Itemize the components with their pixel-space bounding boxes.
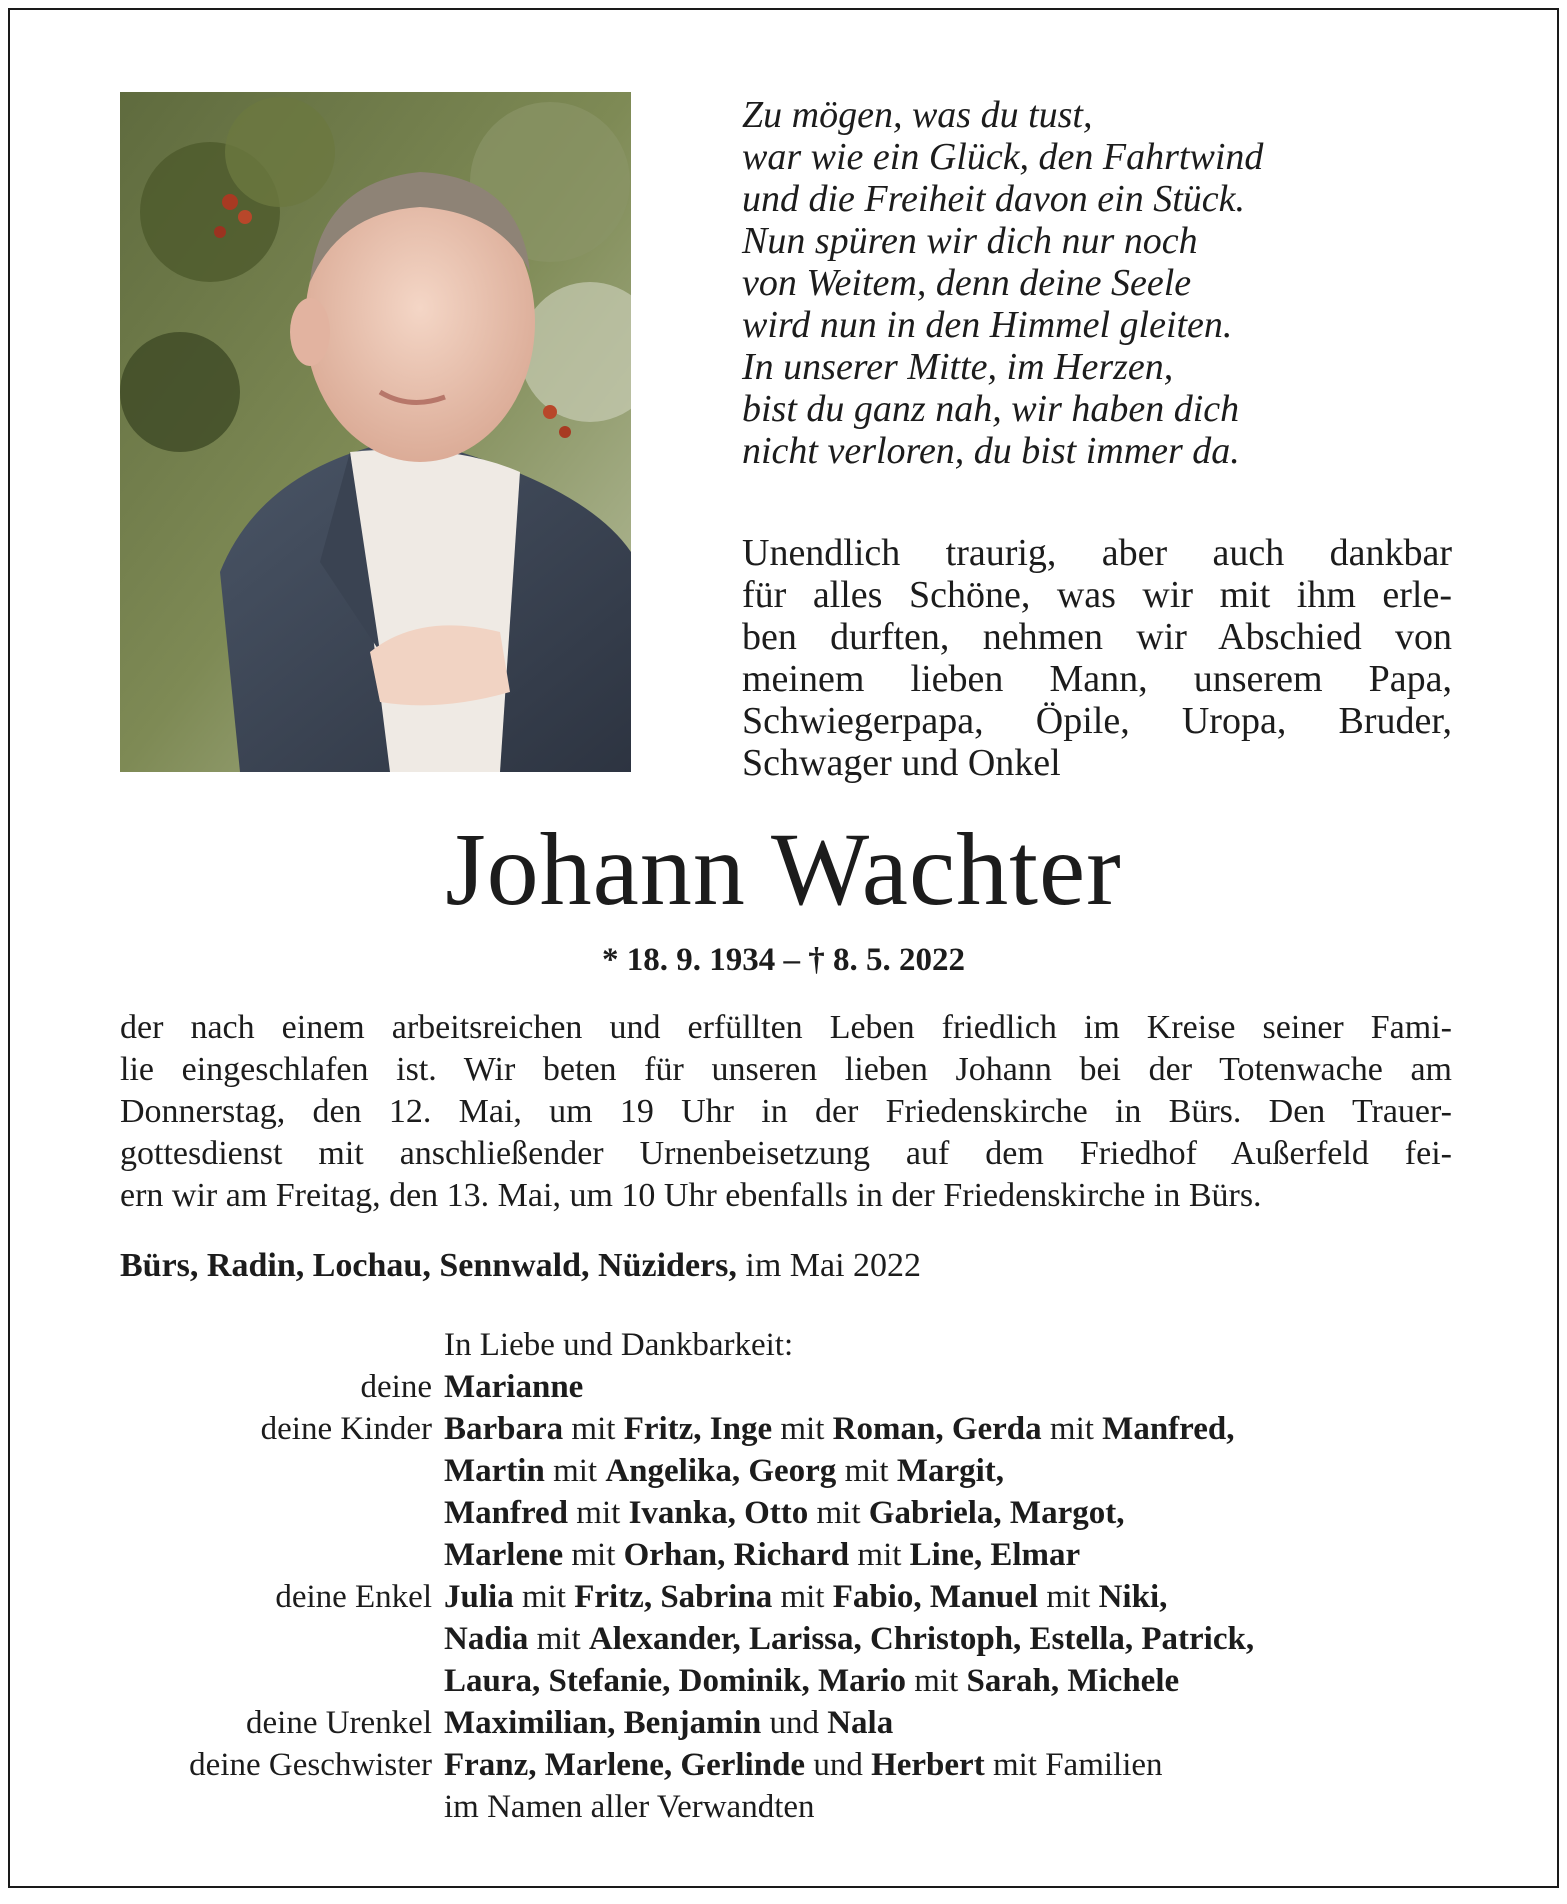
great-grandchildren-row-names bbox=[444, 1702, 1460, 1744]
relatives-text: im Namen aller Verwandten bbox=[444, 1789, 815, 1825]
poem-line: Zu mögen, was du tust, bbox=[742, 94, 1093, 136]
intro-paragraph bbox=[742, 532, 1452, 784]
closing-text: In Liebe und Dankbarkeit: bbox=[444, 1327, 794, 1363]
intro-line: meinem lieben Mann, unserem Papa, bbox=[742, 658, 1452, 700]
portrait-photo-image bbox=[120, 92, 631, 772]
great-grandchildren-row-label: deine Urenkel bbox=[246, 1705, 432, 1741]
family-member-name: Fabio, Manuel bbox=[832, 1579, 1039, 1615]
grandchildren-row-names bbox=[444, 1660, 1460, 1702]
family-member-name: Fritz, Inge bbox=[623, 1411, 773, 1447]
connector-text: und bbox=[761, 1705, 828, 1741]
family-member-name: Angelika, Georg bbox=[605, 1453, 837, 1489]
wife-label: deine bbox=[360, 1369, 432, 1405]
family-member-name: Orhan, Richard bbox=[623, 1537, 850, 1573]
connector-text: mit bbox=[563, 1537, 624, 1573]
siblings-row bbox=[120, 1744, 1460, 1786]
grandchildren-row bbox=[120, 1660, 1460, 1702]
grandchildren-row-label: deine Enkel bbox=[275, 1579, 432, 1615]
places-date: im Mai 2022 bbox=[736, 1247, 922, 1284]
poem-line: bist du ganz nah, wir haben dich bbox=[742, 388, 1240, 430]
siblings-row-label: deine Geschwister bbox=[189, 1747, 432, 1783]
life-dates: * 18. 9. 1934 – † 8. 5. 2022 bbox=[602, 942, 965, 978]
body-line: ern wir am Freitag, den 13. Mai, um 10 Uhr ebenfalls in der Friedenskirche in Bürs. bbox=[120, 1177, 1262, 1214]
siblings-row-names bbox=[444, 1744, 1460, 1786]
connector-text: mit bbox=[568, 1495, 629, 1531]
funeral-details bbox=[120, 1007, 1452, 1217]
poem-line: und die Freiheit davon ein Stück. bbox=[742, 178, 1245, 220]
wife-row bbox=[120, 1366, 1460, 1408]
family-member-name: Niki, bbox=[1098, 1579, 1168, 1615]
children-row bbox=[120, 1450, 1460, 1492]
family-member-name: Line, Elmar bbox=[909, 1537, 1081, 1573]
intro-line: ben durften, nehmen wir Abschied von bbox=[742, 616, 1452, 658]
relatives-row bbox=[120, 1786, 1460, 1828]
family-member-name: Margit, bbox=[896, 1453, 1005, 1489]
grandchildren-row-names bbox=[444, 1618, 1460, 1660]
family-member-name: Alexander, Larissa, Christoph, Estella, Patrick, bbox=[588, 1621, 1255, 1657]
connector-text: mit bbox=[544, 1453, 606, 1489]
connector-text: mit bbox=[772, 1411, 833, 1447]
family-member-name: Gabriela, Margot, bbox=[868, 1495, 1125, 1531]
intro-line: für alles Schöne, was wir mit ihm erle- bbox=[742, 574, 1452, 616]
family-list bbox=[120, 1324, 1460, 1828]
grandchildren-row bbox=[120, 1618, 1460, 1660]
body-line: gottesdienst mit anschließender Urnenbeisetzung auf dem Friedhof Außerfeld fei- bbox=[120, 1135, 1452, 1172]
intro-line: Schwager und Onkel bbox=[742, 742, 1061, 784]
family-member-name: Fritz, Sabrina bbox=[574, 1579, 773, 1615]
connector-text: mit bbox=[849, 1537, 910, 1573]
connector-text: mit bbox=[772, 1579, 833, 1615]
family-member-name: Manfred bbox=[444, 1495, 569, 1531]
connector-text: mit bbox=[513, 1579, 575, 1615]
children-row-names bbox=[444, 1534, 1460, 1576]
family-member-name: Nala bbox=[827, 1705, 894, 1741]
portrait-photo bbox=[120, 92, 631, 772]
family-member-name: Sarah, Michele bbox=[966, 1663, 1180, 1699]
grandchildren-row-names bbox=[444, 1576, 1460, 1618]
wife-name: Marianne bbox=[444, 1369, 584, 1405]
connector-text: mit bbox=[836, 1453, 897, 1489]
family-member-name: Barbara bbox=[444, 1411, 564, 1447]
place-and-date bbox=[120, 1245, 921, 1287]
children-row-names bbox=[444, 1450, 1460, 1492]
family-member-name: Laura, Stefanie, Dominik, Mario bbox=[444, 1663, 906, 1699]
connector-text: mit bbox=[1038, 1579, 1099, 1615]
obituary-page bbox=[8, 8, 1559, 1888]
family-member-name: Herbert bbox=[871, 1747, 985, 1783]
family-member-name: Julia bbox=[444, 1579, 514, 1615]
children-row bbox=[120, 1534, 1460, 1576]
body-line: lie eingeschlafen ist. Wir beten für unseren lieben Johann bei der Totenwache am bbox=[120, 1051, 1452, 1088]
poem bbox=[742, 94, 1462, 472]
deceased-name: Johann Wachter bbox=[445, 812, 1122, 927]
connector-text: mit Familien bbox=[984, 1747, 1163, 1783]
family-member-name: Marlene bbox=[444, 1537, 564, 1573]
closing-row bbox=[120, 1324, 1460, 1366]
connector-text: mit bbox=[1041, 1411, 1103, 1447]
places-towns: Bürs, Radin, Lochau, Sennwald, Nüziders, bbox=[120, 1247, 737, 1284]
intro-line: Schwiegerpapa, Öpile, Uropa, Bruder, bbox=[742, 700, 1452, 742]
body-line: der nach einem arbeitsreichen und erfüllten Leben friedlich im Kreise seiner Fami- bbox=[120, 1009, 1452, 1046]
family-member-name: Martin bbox=[444, 1453, 545, 1489]
family-member-name: Manfred, bbox=[1102, 1411, 1235, 1447]
poem-line: war wie ein Glück, den Fahrtwind bbox=[742, 136, 1264, 178]
connector-text: und bbox=[805, 1747, 872, 1783]
body-line: Donnerstag, den 12. Mai, um 19 Uhr in der Friedenskirche in Bürs. Den Trauer- bbox=[120, 1093, 1452, 1130]
grandchildren-row bbox=[120, 1576, 1460, 1618]
poem-line: wird nun in den Himmel gleiten. bbox=[742, 304, 1233, 346]
children-row bbox=[120, 1408, 1460, 1450]
poem-line: nicht verloren, du bist immer da. bbox=[742, 430, 1240, 472]
connector-text: mit bbox=[808, 1495, 869, 1531]
children-row-label: deine Kinder bbox=[260, 1411, 432, 1447]
children-row-names bbox=[444, 1492, 1460, 1534]
children-row bbox=[120, 1492, 1460, 1534]
family-member-name: Ivanka, Otto bbox=[628, 1495, 809, 1531]
family-member-name: Maximilian, Benjamin bbox=[444, 1705, 762, 1741]
connector-text: mit bbox=[528, 1621, 589, 1657]
connector-text: mit bbox=[563, 1411, 624, 1447]
great-grandchildren-row bbox=[120, 1702, 1460, 1744]
poem-line: von Weitem, denn deine Seele bbox=[742, 262, 1192, 304]
family-member-name: Franz, Marlene, Gerlinde bbox=[444, 1747, 806, 1783]
poem-line: Nun spüren wir dich nur noch bbox=[742, 220, 1198, 262]
family-member-name: Roman, Gerda bbox=[832, 1411, 1042, 1447]
family-member-name: Nadia bbox=[444, 1621, 529, 1657]
intro-line: Unendlich traurig, aber auch dankbar bbox=[742, 532, 1452, 574]
connector-text: mit bbox=[905, 1663, 967, 1699]
children-row-names bbox=[444, 1408, 1460, 1450]
poem-line: In unserer Mitte, im Herzen, bbox=[742, 346, 1174, 388]
